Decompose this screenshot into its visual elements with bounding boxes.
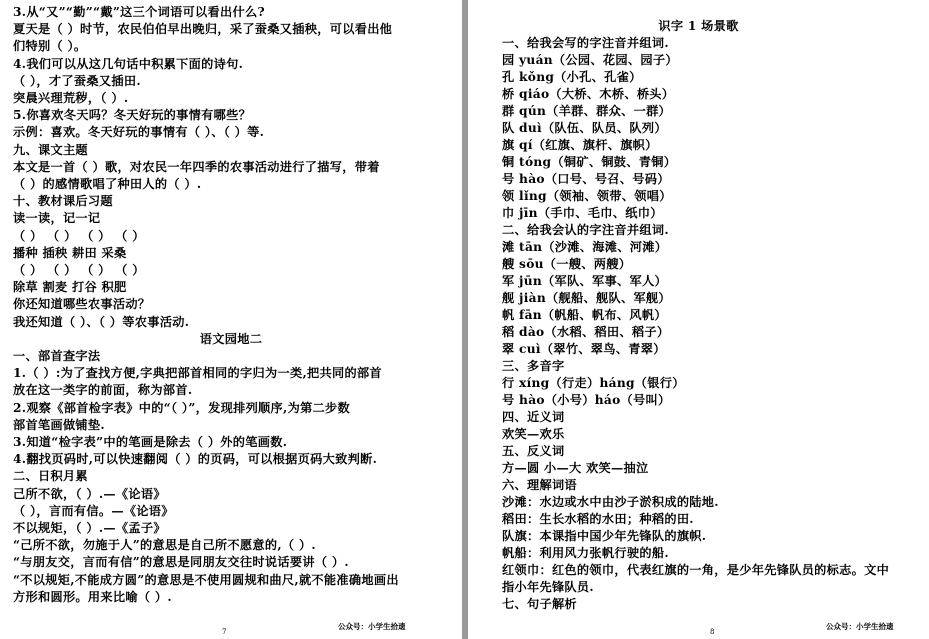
left-text-line: 十、教材课后习题: [13, 194, 113, 209]
left-page: [0, 0, 462, 639]
right-text-line: 群 qún（羊群、群众、一群）: [502, 104, 672, 118]
right-text-line: 红领巾：红色的领巾，代表红旗的一角，是少年先锋队员的标志。文中: [502, 563, 890, 577]
right-text-line: 孔 kǒng（小孔、孔雀）: [502, 70, 642, 84]
right-text-line: 方—圆 小—大 欢笑—抽泣: [502, 461, 649, 475]
left-text-line: 九、课文主题: [13, 142, 88, 157]
left-text-line: 除草 割麦 打谷 积肥: [13, 280, 127, 295]
right-text-line: 七、句子解析: [502, 597, 577, 611]
left-text-line: （ ） （ ） （ ） （ ）: [13, 228, 145, 243]
right-text-line: 稻 dào（水稻、稻田、稻子）: [502, 325, 670, 339]
right-text-line: 桥 qiáo（大桥、木桥、桥头）: [502, 87, 675, 101]
left-text-line: 方形和圆形。用来比喻（ ）.: [13, 589, 172, 604]
right-text-line: 号 hào（小号）háo（号叫）: [502, 393, 671, 407]
left-text-line: “与朋友交，言而有信”的意思是同朋友交往时说话要讲（ ）.: [13, 555, 349, 570]
right-text-line: 四、近义词: [502, 410, 565, 424]
right-text-line: 帆 fān（帆船、帆布、风帆）: [502, 308, 667, 322]
right-text-line: 巾 jīn（手巾、毛巾、纸巾）: [502, 206, 663, 220]
right-text-line: 一、给我会写的字注音并组词.: [502, 36, 669, 50]
footer-account: 公众号：小学生拾遗: [826, 622, 894, 631]
left-text-line: 不以规矩，（ ）.—《孟子》: [13, 521, 166, 535]
left-text-line: 读一读，记一记: [13, 211, 101, 226]
left-text-line: 一、部首查字法: [13, 349, 101, 363]
left-text-line: 放在这一类字的前面，称为部首.: [13, 383, 193, 398]
left-text-line: 1.（ ）:为了查找方便,字典把部首相同的字归为一类,把共同的部首: [13, 366, 382, 381]
left-text-line: 们特别（ ）。: [13, 39, 87, 54]
right-text-line: 行 xíng（行走）háng（银行）: [502, 376, 685, 390]
left-text-line: 部首笔画做铺垫.: [13, 417, 105, 432]
left-text-line: 我还知道（ ）、（ ）等农事活动.: [13, 314, 190, 329]
left-text-line: （ ） （ ） （ ） （ ）: [13, 263, 145, 277]
left-text-line: 示例：喜欢。冬天好玩的事情有（ ）、（ ）等.: [13, 125, 265, 140]
right-text-line: 队 duì（队伍、队员、队列）: [502, 121, 667, 135]
left-text-line: 突晨兴理荒秽，（ ）.: [13, 91, 129, 105]
right-text-line: 识字 1 场景歌: [658, 19, 739, 33]
right-text-line: 指小年先锋队员.: [502, 580, 594, 594]
right-text-line: 翠 cuì（翠竹、翠鸟、青翠）: [502, 342, 666, 356]
left-text-line: 播种 插秧 耕田 采桑: [13, 245, 127, 260]
left-text-line: 二、日积月累: [13, 469, 88, 484]
right-text-line: 队旗：本课指中国少年先锋队的旗帜.: [502, 529, 707, 543]
right-text-line: 沙滩：水边或水中由沙子淤积成的陆地.: [502, 495, 719, 509]
right-text-line: 号 hào（口号、号召、号码）: [502, 172, 670, 186]
left-text-line: （ ）的感情歌唱了种田人的（ ）.: [13, 177, 202, 191]
left-text-line: 夏天是（ ）时节，农民伯伯早出晚归，采了蚕桑又插秧，可以看出他: [13, 22, 393, 37]
right-text-line: 稻田：生长水稻的水田；种稻的田.: [502, 512, 694, 526]
right-text-line: 舰 jiàn（舰船、舰队、军舰）: [502, 291, 671, 305]
footer-account: 公众号：小学生拾遗: [338, 622, 406, 631]
left-text-line: 4.我们可以从这几句话中积累下面的诗句.: [13, 56, 244, 71]
left-text-line: （ ），才了蚕桑又插田.: [13, 73, 141, 88]
right-text-line: 艘 sōu（一艘、两艘）: [502, 257, 632, 271]
right-text-line: 欢笑—欢乐: [502, 427, 565, 441]
right-text-line: 三、多音字: [502, 359, 565, 373]
left-text-line: “不以规矩,不能成方圆”的意思是不使用圆规和曲尺,就不能准确地画出: [13, 572, 399, 587]
right-text-line: 旗 qí（红旗、旗杆、旗帜）: [502, 138, 658, 152]
right-text-line: 滩 tān（沙滩、海滩、河滩）: [502, 240, 668, 254]
left-text-line: 5.你喜欢冬天吗？冬天好玩的事情有哪些？: [13, 108, 252, 123]
right-text-line: 铜 tóng（铜矿、铜鼓、青铜）: [502, 155, 677, 169]
right-text-line: 五、反义词: [502, 444, 565, 458]
left-text-line: 3.知道“检字表”中的笔画是除去（ ）外的笔画数.: [13, 435, 288, 449]
page-number: 7: [222, 628, 227, 636]
left-text-line: 2.观察《部首检字表》中的“（ ）”，发现排列顺序,为第二步数: [13, 400, 351, 415]
right-page: [468, 0, 929, 639]
left-text-line: 3.从“又”“勤”“戴”这三个词语可以看出什么?: [13, 5, 265, 19]
page-number: 8: [710, 628, 715, 636]
right-text-line: 军 jūn（军队、军事、军人）: [502, 274, 667, 288]
right-text-line: 领 lǐng（领袖、领带、领唱）: [502, 189, 672, 203]
right-text-line: 帆船：利用风力张帆行驶的船.: [502, 546, 669, 560]
left-text-line: 4.翻找页码时,可以快速翻阅（ ）的页码，可以根据页码大致判断.: [13, 452, 378, 467]
left-text-line: “己所不欲，勿施于人”的意思是自己所不愿意的,（ ）.: [13, 538, 316, 553]
right-text-line: 二、给我会认的字注音并组词.: [502, 223, 669, 237]
left-text-line: 语文园地二: [199, 331, 263, 346]
left-text-line: （ ），言而有信。—《论语》: [13, 503, 174, 518]
left-text-line: 己所不欲，（ ）.—《论语》: [13, 486, 166, 501]
left-text-line: 你还知道哪些农事活动？: [13, 297, 151, 312]
left-text-line: 本文是一首（ ）歌，对农民一年四季的农事活动进行了描写，带着: [13, 159, 380, 174]
right-text-line: 六、理解词语: [502, 478, 577, 492]
right-text-line: 园 yuán（公园、花园、园子）: [502, 53, 678, 67]
